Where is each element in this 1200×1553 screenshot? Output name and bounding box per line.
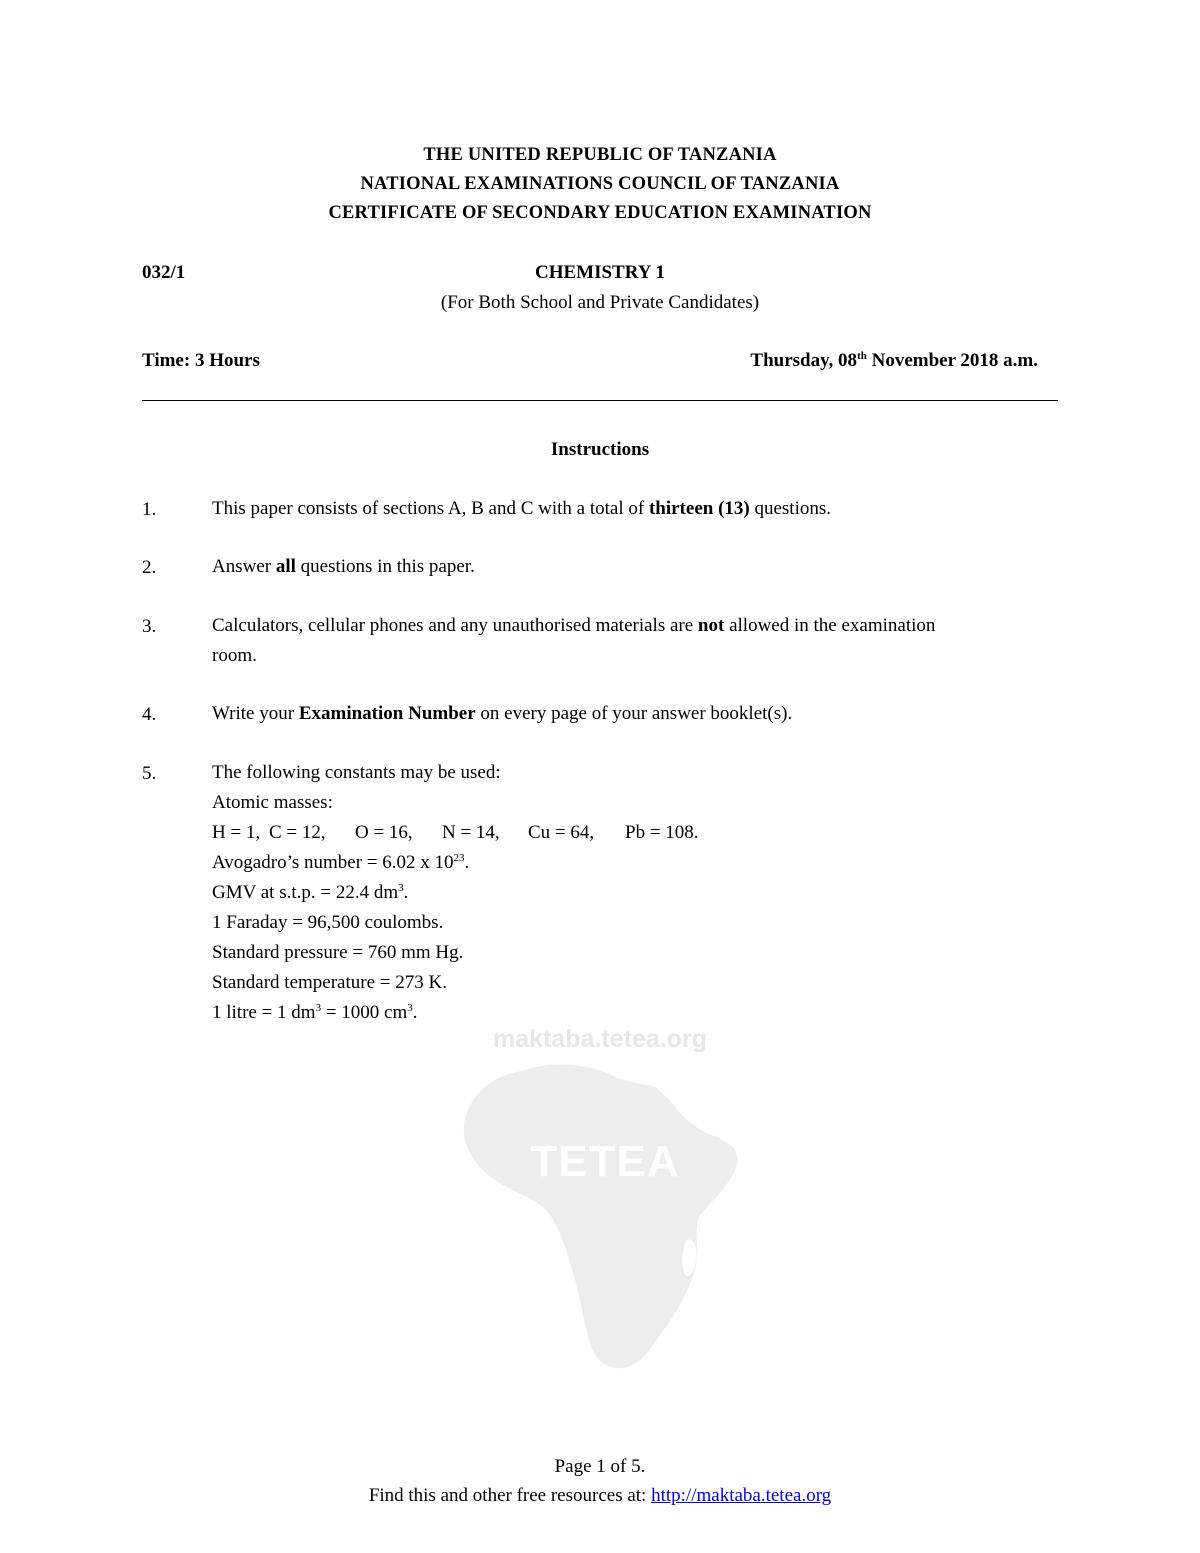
faraday-constant: 1 Faraday = 96,500 coulombs.	[212, 912, 444, 933]
paper-time: Time: 3 Hours	[142, 350, 260, 371]
atomic-masses-label: Atomic masses:	[212, 792, 333, 813]
watermark-url: maktaba.tetea.org	[493, 1025, 707, 1053]
resources-link[interactable]: http://maktaba.tetea.org	[651, 1485, 832, 1506]
watermark	[455, 1025, 745, 1375]
standard-pressure: Standard pressure = 760 mm Hg.	[212, 942, 464, 963]
avogadro-constant: Avogadro’s number = 6.02 x $10^{23}$.	[212, 852, 470, 873]
standard-temperature: Standard temperature = 273 K.	[212, 972, 447, 993]
paper-candidates: (For Both School and Private Candidates)	[440, 292, 760, 313]
item-number: 1.	[142, 499, 157, 520]
instruction-item: Calculators, cellular phones and any unauthorised materials are not allowed in the examination room.	[212, 615, 936, 666]
item-number: 2.	[142, 557, 157, 578]
atomic-masses-row	[212, 818, 699, 848]
mass-h: H = 1,	[212, 822, 261, 843]
header-divider	[142, 400, 1058, 401]
paper-subject: CHEMISTRY 1	[534, 262, 666, 283]
constants-intro: The following constants may be used:	[212, 762, 501, 783]
mass-n: N = 14,	[442, 822, 500, 843]
gmv-constant: GMV at s.t.p. = 22.4 $dm^3$.	[212, 882, 409, 903]
mass-cu: Cu = 64,	[528, 822, 595, 843]
paper-date: Thursday, 08th November 2018 a.m.	[750, 350, 1038, 371]
watermark-brand: TETEA	[530, 1137, 680, 1186]
mass-c: C = 12,	[269, 822, 326, 843]
instruction-item: Answer all questions in this paper.	[212, 556, 475, 577]
header-council: NATIONAL EXAMINATIONS COUNCIL OF TANZANIA	[360, 174, 840, 194]
instruction-item: This paper consists of sections A, B and C with a total of thirteen (13) questions.	[212, 498, 832, 519]
constants-block	[212, 758, 699, 1028]
litre-conversion: 1 litre = 1 $dm^3 = 1000$ $cm^3$.	[212, 1002, 418, 1023]
instructions-title: Instructions	[550, 439, 650, 460]
paper-code: 032/1	[142, 262, 186, 283]
header-country: THE UNITED REPUBLIC OF TANZANIA	[423, 145, 777, 165]
africa-map-icon	[455, 1025, 745, 1375]
footer-resources: Find this and other free resources at: http://maktaba.tetea.org	[368, 1485, 832, 1506]
page-number: Page 1 of 5.	[554, 1456, 646, 1477]
item-number: 4.	[142, 704, 157, 725]
header-exam: CERTIFICATE OF SECONDARY EDUCATION EXAMINATION	[328, 203, 872, 223]
item-number: 3.	[142, 616, 157, 637]
item-number: 5.	[142, 763, 157, 784]
mass-pb: Pb = 108.	[625, 822, 699, 843]
mass-o: O = 16,	[355, 822, 413, 843]
instruction-item: Write your Examination Number on every page of your answer booklet(s).	[212, 703, 793, 724]
